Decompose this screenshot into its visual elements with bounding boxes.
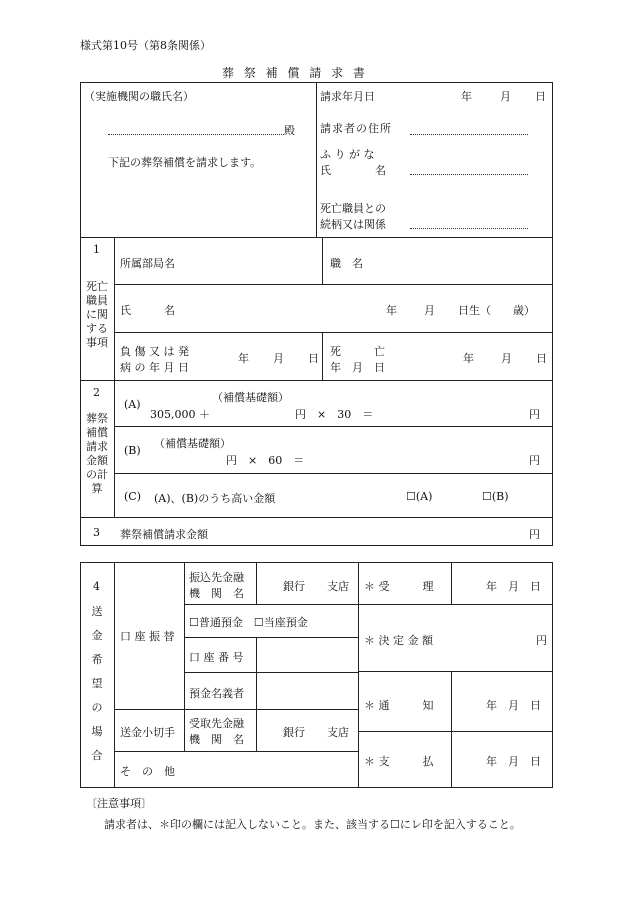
section3-number: 3 <box>93 526 100 539</box>
death-day: 日 <box>536 352 547 365</box>
section4-number: 4 <box>93 580 100 593</box>
payment-label: ＊ 支 払 <box>364 755 434 768</box>
death-year: 年 <box>463 352 474 365</box>
payment-date: 年 月 日 <box>486 755 541 768</box>
calc-c-text: (A)、(B)のうち高い金額 <box>154 492 276 505</box>
bank-label-1: 振込先金融 <box>189 571 244 584</box>
section4-label: 送金希望の場合 <box>91 605 103 762</box>
relation-field[interactable] <box>410 228 528 229</box>
bank-label-2: 機 関 名 <box>189 587 244 600</box>
notice-date: 年 月 日 <box>486 699 541 712</box>
recv-bank-label-1: 受取先金融 <box>189 717 244 730</box>
injury-month: 月 <box>273 352 284 365</box>
post-label: 職 名 <box>330 257 363 270</box>
claimant-name-field[interactable] <box>410 174 528 175</box>
birth-month: 月 <box>424 304 435 317</box>
calc-c-label: (C) <box>124 490 141 503</box>
dept-label: 所属部局名 <box>120 257 175 270</box>
calc-a-label: (A) <box>124 398 141 411</box>
calc-a-yen: 円 <box>529 408 540 421</box>
section1-number: 1 <box>93 243 100 256</box>
furigana-label: ふ り が な <box>320 148 375 161</box>
death-month: 月 <box>501 352 512 365</box>
calc-b-yen: 円 <box>529 454 540 467</box>
section1-label: 死亡職員に関する事項 <box>86 280 108 349</box>
calc-b-formula-mid: 円 × 60 ＝ <box>226 454 305 467</box>
injury-label-1: 負 傷 又 は 発 <box>120 345 189 358</box>
deposit-type-checkboxes[interactable]: ☐普通預金 ☐当座預金 <box>189 616 308 629</box>
bank-field[interactable]: 銀行 支店 <box>283 580 349 593</box>
request-date-label: 請求年月日 <box>320 90 375 103</box>
calc-b-base-label: （補償基礎額） <box>154 437 231 450</box>
recv-bank-field[interactable]: 銀行 支店 <box>283 726 349 739</box>
injury-year: 年 <box>238 352 249 365</box>
section3-yen: 円 <box>529 528 540 541</box>
claimant-name-label: 氏 名 <box>320 164 386 177</box>
birth-day-age: 日生（ 歳） <box>458 304 535 317</box>
check-label: 送金小切手 <box>120 726 175 739</box>
decided-amount-label: ＊ 決 定 金 額 <box>364 634 433 647</box>
birth-year: 年 <box>386 304 397 317</box>
addressee-label: （実施機関の職氏名） <box>84 90 194 103</box>
relation-label-2: 続柄又は関係 <box>320 218 386 231</box>
section3-label: 葬祭補償請求金額 <box>120 528 208 541</box>
request-year: 年 <box>461 90 472 103</box>
notice-label: ＊ 通 知 <box>364 699 434 712</box>
injury-day: 日 <box>308 352 319 365</box>
decided-amount-yen: 円 <box>536 634 547 647</box>
deceased-name-label: 氏 名 <box>120 304 175 317</box>
received-date: 年 月 日 <box>486 580 541 593</box>
request-text: 下記の葬祭補償を請求します。 <box>108 156 262 169</box>
received-label: ＊ 受 理 <box>364 580 434 593</box>
request-day: 日 <box>535 90 546 103</box>
calc-a-formula-left: 305,000 ＋ <box>150 408 210 421</box>
calc-a-base-label: （補償基礎額） <box>212 391 289 404</box>
death-label-1: 死 亡 <box>330 345 385 358</box>
other-label: そ の 他 <box>120 765 175 778</box>
calc-c-checkbox-a[interactable]: ☐(A) <box>406 490 433 503</box>
request-month: 月 <box>500 90 511 103</box>
recv-bank-label-2: 機 関 名 <box>189 733 244 746</box>
account-number-label: 口 座 番 号 <box>189 651 244 664</box>
calc-c-checkbox-b[interactable]: ☐(B) <box>482 490 509 503</box>
page-title: 葬 祭 補 償 請 求 書 <box>222 66 368 80</box>
claimant-address-label: 請求者の住所 <box>320 122 392 135</box>
notes-text: 請求者は、＊印の欄には記入しないこと。また、該当する☐にレ印を記入すること。 <box>104 818 521 831</box>
calc-b-label: (B) <box>124 444 141 457</box>
claimant-address-field[interactable] <box>410 134 528 135</box>
addressee-field[interactable] <box>108 134 284 135</box>
notes-heading: 〔注意事項〕 <box>86 797 152 810</box>
account-transfer-label: 口 座 振 替 <box>120 630 175 643</box>
section2-number: 2 <box>93 386 100 399</box>
calc-a-formula-mid: 円 × 30 ＝ <box>295 408 374 421</box>
form-id: 様式第10号（第8条関係） <box>80 39 211 52</box>
relation-label-1: 死亡職員との <box>320 202 386 215</box>
section2-label: 葬祭補償請求金額の計算 <box>86 412 108 495</box>
death-label-2: 年 月 日 <box>330 361 385 374</box>
account-holder-label: 預金名義者 <box>189 687 244 700</box>
addressee-suffix: 殿 <box>284 124 295 137</box>
injury-label-2: 病 の 年 月 日 <box>120 361 189 374</box>
